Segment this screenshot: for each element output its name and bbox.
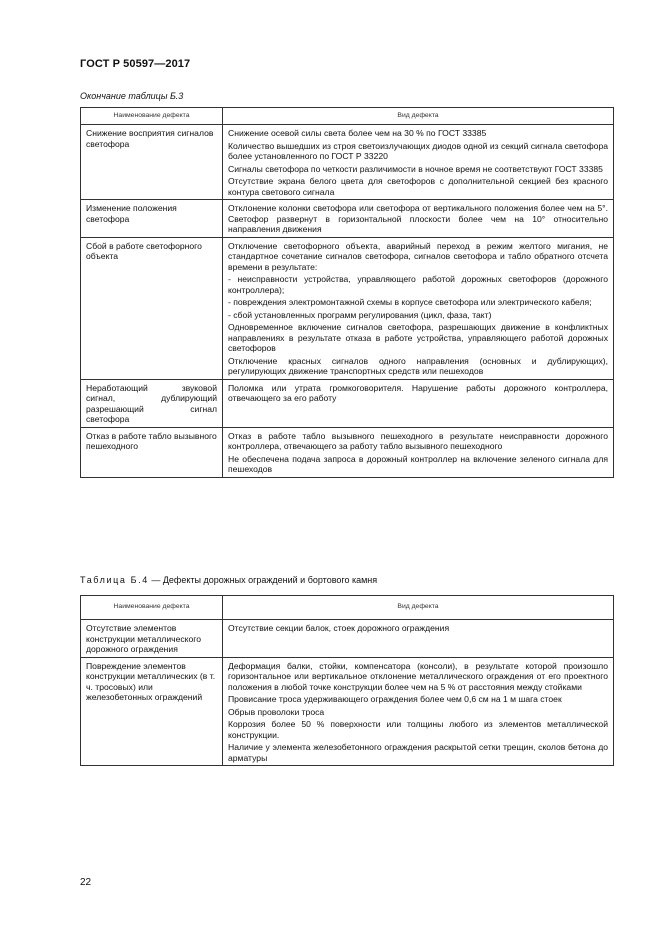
column-header-name: Наименование дефекта xyxy=(81,596,223,620)
defect-type-cell xyxy=(223,237,614,379)
defect-name-cell: Отсутствие элементов конструкции металлического дорожного ограждения xyxy=(81,620,223,658)
table-row xyxy=(81,125,614,200)
defect-item: Одновременное включение сигналов светофора, разрешающих движение в конфликтных направлениях в результате отказа в работе устройства, управляющего работой дорожных светофоров xyxy=(228,322,608,353)
defect-item: - сбой установленных программ регулирования (цикл, фаза, такт) xyxy=(228,309,492,320)
defect-item: Поломка или утрата громкоговорителя. Нарушение работы дорожного контроллера, отвечающего за его работу xyxy=(228,382,608,403)
defect-type-cell xyxy=(223,200,614,238)
defect-type-cell xyxy=(223,657,614,766)
defect-name-cell: Изменение положения светофора xyxy=(81,200,223,238)
defect-name-cell: Сбой в работе светофорного объекта xyxy=(81,237,223,379)
table-b3 xyxy=(80,107,614,478)
table-row xyxy=(81,200,614,238)
column-header-type: Вид дефекта xyxy=(223,108,614,125)
defect-item: Отсутствие секции балок, стоек дорожного ограждения xyxy=(228,623,450,633)
table-b4 xyxy=(80,595,614,766)
defect-item: Наличие у элемента железобетонного ограждения раскрытой сетки трещин, сколов бетона до арматуры xyxy=(228,742,608,763)
table-b4-caption-label: Таблица Б.4 xyxy=(80,575,149,585)
table-row xyxy=(81,620,614,658)
page-number: 22 xyxy=(80,877,92,888)
defect-item: Деформация балки, стойки, компенсатора (консоли), в результате которой произошло горизонтальное или вертикальное отклонение металлического ограждения от его проектного положения в любой точке конструкции более чем на 5 % от расстояния между стойками xyxy=(228,660,608,692)
defect-item: Коррозия более 50 % поверхности или толщины любого из элементов металлической конструкции. xyxy=(228,719,608,740)
defect-name-cell: Неработающий звуковой сигнал, дублирующий разрешающий сигнал светофора xyxy=(81,379,223,427)
defect-item: Сигналы светофора по четкости различимости в ночное время не соответствуют ГОСТ 33385 xyxy=(228,163,603,174)
table-b4-caption-text: — Дефекты дорожных ограждений и бортового камня xyxy=(148,575,378,585)
defect-item: Количество вышедших из строя светоизлучающих диодов одной из секций сигнала светофора более установленного по ГОСТ Р 33220 xyxy=(228,140,608,161)
document-header: ГОСТ Р 50597—2017 xyxy=(80,58,191,70)
defect-name-cell: Отказ в работе табло вызывного пешеходного xyxy=(81,427,223,477)
defect-name-cell: Снижение восприятия сигналов светофора xyxy=(81,125,223,200)
column-header-type: Вид дефекта xyxy=(223,596,614,620)
defect-item: Отключение светофорного объекта, аварийный переход в режим желтого мигания, не стандартное сочетание сигналов светофора, сигналов светофора и табло обратного отсчета времени в результате: xyxy=(228,240,608,272)
defect-item: Отказ в работе табло вызывного пешеходного в результате неисправности дорожного контроллера, отвечающего за работу табло вызывного пешеходного xyxy=(228,430,608,451)
defect-item: Отклонение колонки светофора или светофора от вертикального положения более чем на 5°. Светофор развернут в горизонтальной плоскости более чем на 10° относительно направления движения xyxy=(228,203,608,234)
defect-item: - неисправности устройства, управляющего работой дорожных светофоров (дорожного контроллера); xyxy=(228,274,608,295)
defect-type-cell xyxy=(223,427,614,477)
table-b3-caption: Окончание таблицы Б.3 xyxy=(80,91,184,101)
table-header-row xyxy=(81,108,614,125)
table-row xyxy=(81,427,614,477)
defect-item: Отключение красных сигналов одного направления (основных и дублирующих), регулирующих движение транспортных средств или пешеходов xyxy=(228,355,608,376)
defect-type-cell xyxy=(223,379,614,427)
table-row xyxy=(81,379,614,427)
defect-item: Не обеспечена подача запроса в дорожный контроллер на включение зеленого сигнала для пешеходов xyxy=(228,453,608,474)
table-row xyxy=(81,237,614,379)
defect-item: Обрыв проволоки троса xyxy=(228,706,325,717)
column-header-name: Наименование дефекта xyxy=(81,108,223,125)
table-b4-caption xyxy=(80,575,377,585)
defect-item: Отсутствие экрана белого цвета для светофоров с дополнительной секцией без красного контура светового сигнала xyxy=(228,176,608,197)
defect-type-cell xyxy=(223,125,614,200)
defect-item: Снижение осевой силы света более чем на 30 % по ГОСТ 33385 xyxy=(228,128,487,138)
defect-type-cell xyxy=(223,620,614,658)
defect-item: Провисание троса удерживающего ограждения более чем 0,6 см на 1 м шага стоек xyxy=(228,694,562,704)
defect-item: - повреждения электромонтажной схемы в корпусе светофора или электрического кабеля; xyxy=(228,297,592,307)
table-row xyxy=(81,657,614,766)
table-header-row xyxy=(81,596,614,620)
defect-name-cell: Повреждение элементов конструкции металлических (в т. ч. тросовых) или железобетонных ограждений xyxy=(81,657,223,766)
